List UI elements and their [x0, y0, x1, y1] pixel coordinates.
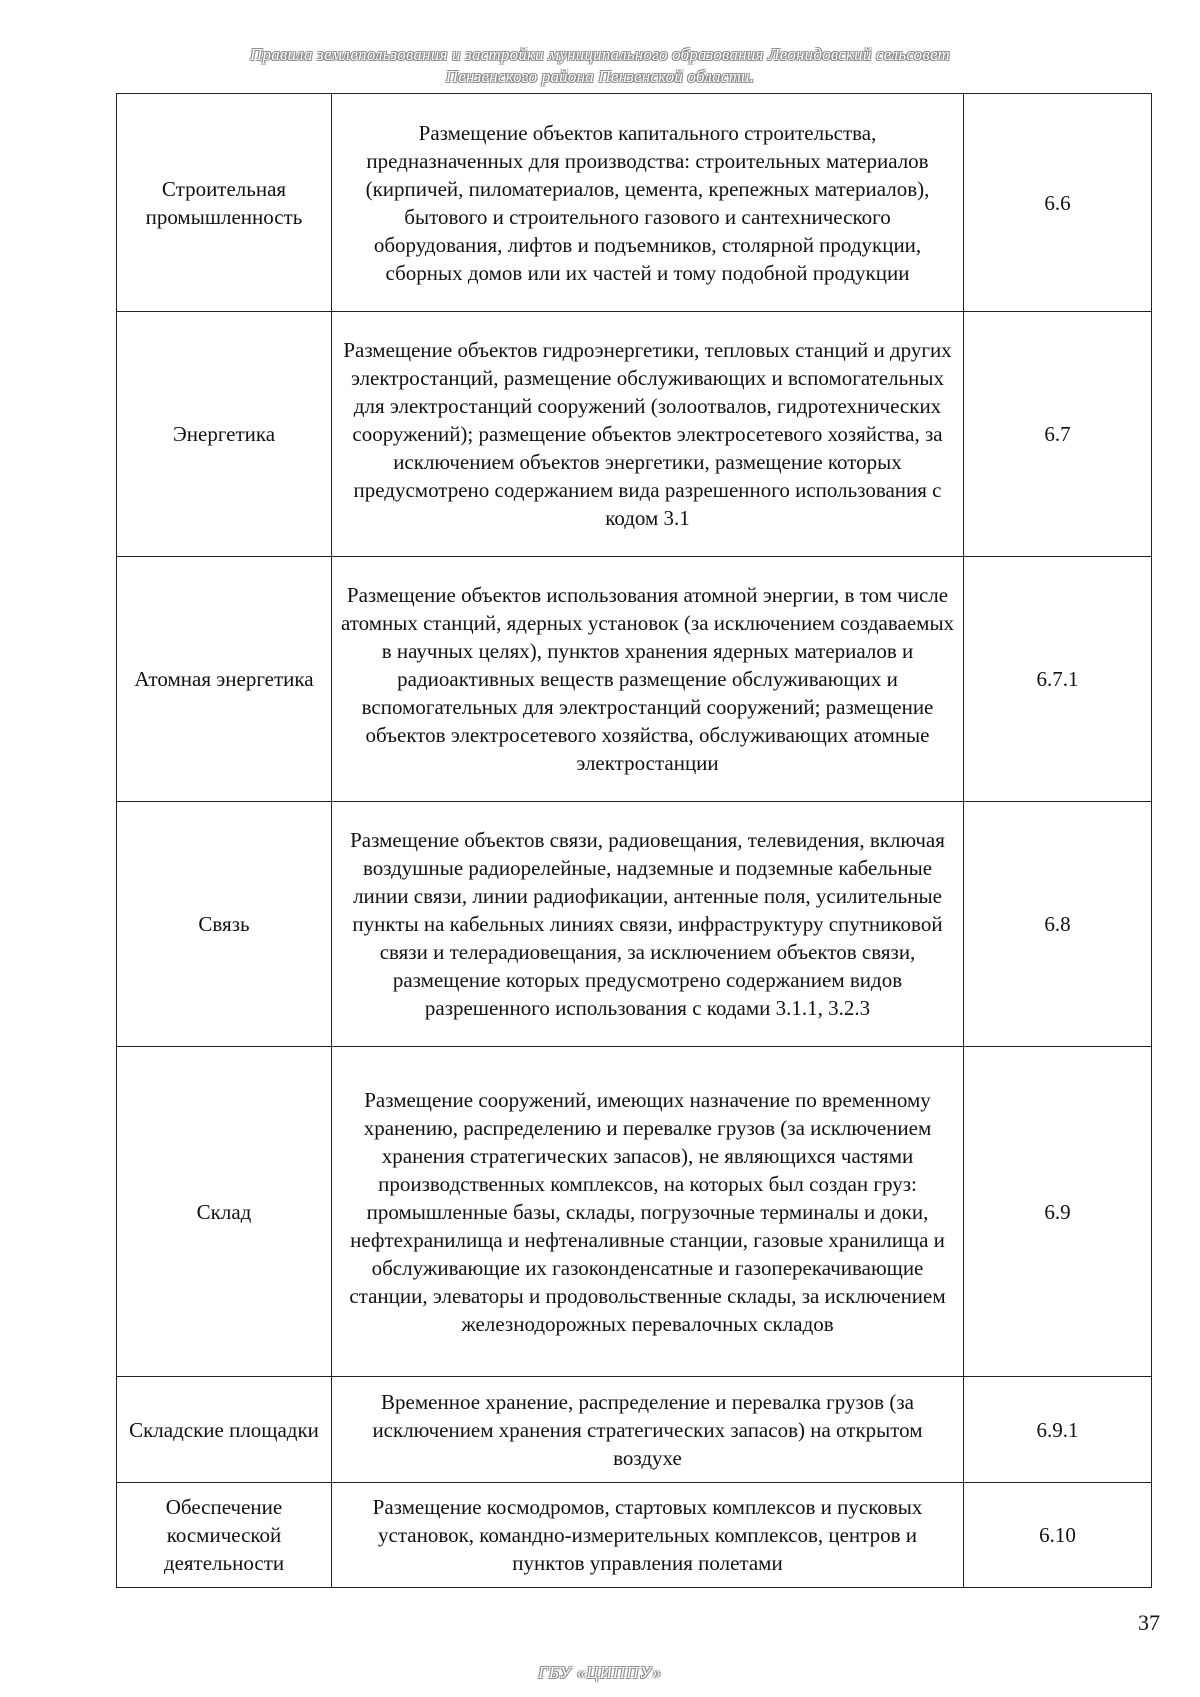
use-description-cell: Размещение космодромов, стартовых комплексов и пусковых установок, командно-измерительных комплексов, центров и пунктов управления полетами	[332, 1483, 964, 1588]
use-code-cell: 6.7.1	[964, 557, 1152, 802]
table-row	[117, 1047, 1152, 1377]
running-header-line-2: Пензенского района Пензенской области.	[445, 67, 755, 86]
use-name-cell: Атомная энергетика	[117, 557, 332, 802]
running-footer: ГБУ «ЦИППУ»	[538, 1663, 662, 1682]
use-name-cell: Строительная промышленность	[117, 94, 332, 312]
use-code-cell: 6.10	[964, 1483, 1152, 1588]
use-description-cell: Размещение объектов связи, радиовещания, телевидения, включая воздушные радиорелейные, надземные и подземные кабельные линии связи, линии радиофикации, антенные поля, усилительные пункты на кабельных линиях связи, инфраструктуру спутниковой связи и телерадиовещания, за исключением объектов связи, размещение которых предусмотрено содержанием видов разрешенного использования с кодами 3.1.1, 3.2.3	[332, 802, 964, 1047]
table-row	[117, 1377, 1152, 1483]
use-name-cell: Связь	[117, 802, 332, 1047]
use-description-cell: Размещение объектов использования атомной энергии, в том числе атомных станций, ядерных установок (за исключением создаваемых в научных целях), пунктов хранения ядерных материалов и радиоактивных веществ размещение обслуживающих и вспомогательных для электростанций сооружений; размещение объектов электросетевого хозяйства, обслуживающих атомные электростанции	[332, 557, 964, 802]
table-row	[117, 312, 1152, 557]
table-row	[117, 1483, 1152, 1588]
land-use-table	[116, 93, 1152, 1588]
use-description-cell: Временное хранение, распределение и перевалка грузов (за исключением хранения стратегических запасов) на открытом воздухе	[332, 1377, 964, 1483]
use-description-cell: Размещение объектов капитального строительства, предназначенных для производства: строительных материалов (кирпичей, пиломатериалов, цемента, крепежных материалов), бытового и строительного газового и сантехнического оборудования, лифтов и подъемников, столярной продукции, сборных домов или их частей и тому подобной продукции	[332, 94, 964, 312]
use-name-cell: Энергетика	[117, 312, 332, 557]
use-code-cell: 6.6	[964, 94, 1152, 312]
use-name-cell: Складские площадки	[117, 1377, 332, 1483]
page-number: 37	[1138, 1610, 1160, 1635]
table-row	[117, 802, 1152, 1047]
use-description-cell: Размещение объектов гидроэнергетики, тепловых станций и других электростанций, размещение обслуживающих и вспомогательных для электростанций сооружений (золоотвалов, гидротехнических сооружений); размещение объектов электросетевого хозяйства, за исключением объектов энергетики, размещение которых предусмотрено содержанием вида разрешенного использования с кодом 3.1	[332, 312, 964, 557]
running-header	[160, 44, 1040, 88]
use-code-cell: 6.9	[964, 1047, 1152, 1377]
use-description-cell: Размещение сооружений, имеющих назначение по временному хранению, распределению и перевалке грузов (за исключением хранения стратегических запасов), не являющихся частями производственных комплексов, на которых был создан груз: промышленные базы, склады, погрузочные терминалы и доки, нефтехранилища и нефтеналивные станции, газовые хранилища и обслуживающие их газоконденсатные и газоперекачивающие станции, элеваторы и продовольственные склады, за исключением железнодорожных перевалочных складов	[332, 1047, 964, 1377]
use-code-cell: 6.7	[964, 312, 1152, 557]
table-row	[117, 557, 1152, 802]
use-name-cell: Склад	[117, 1047, 332, 1377]
use-code-cell: 6.8	[964, 802, 1152, 1047]
table-row	[117, 94, 1152, 312]
running-header-line-1: Правила землепользования и застройки муниципального образования Леонидовский сельсовет	[250, 45, 950, 64]
use-name-cell: Обеспечение космической деятельности	[117, 1483, 332, 1588]
use-code-cell: 6.9.1	[964, 1377, 1152, 1483]
